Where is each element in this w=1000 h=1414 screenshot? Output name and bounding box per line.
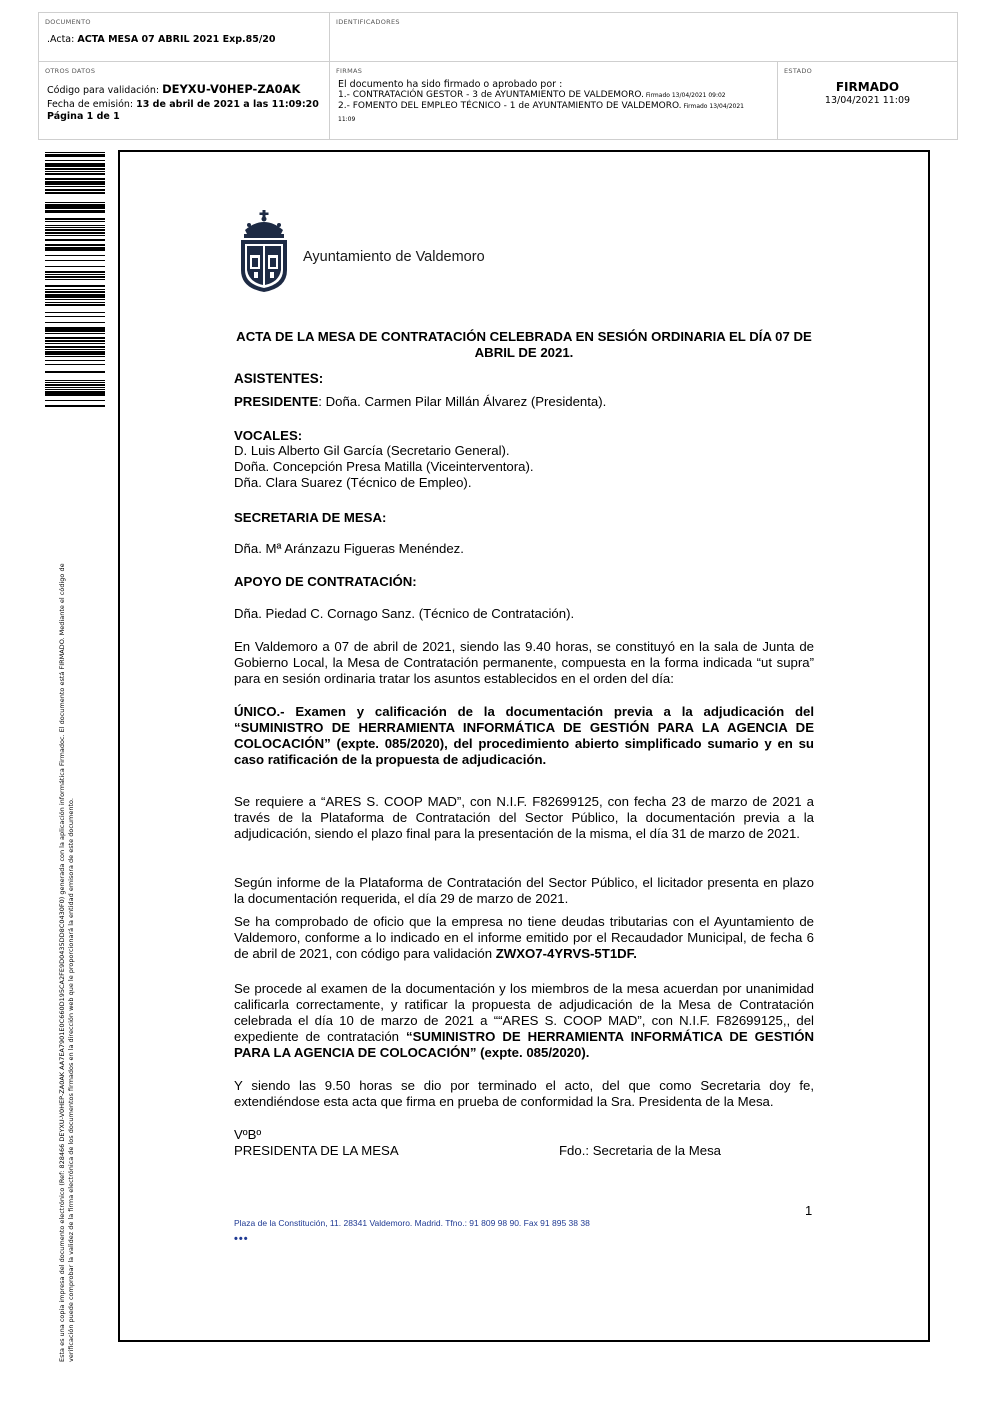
documento-caption: DOCUMENTO [45, 18, 91, 26]
side-text-line-2: verificación puede comprobar la validez de la firma electrónica de los documentos firmados en la dirección web que le proporcionará la entidad emisora de este documento. [67, 798, 75, 1362]
estado-caption: ESTADO [784, 67, 813, 75]
header-row-document [38, 12, 958, 62]
paragraph-constitucion: En Valdemoro a 07 de abril de 2021, siendo las 9.40 horas, se constituyó en la sala de Junta de Gobierno Local, la Mesa de Contratación permanente, compuesta en la forma indicada “ut supra” para en sesión ordinaria tratar los asuntos establecidos en el orden del día: [234, 639, 814, 686]
documento-value [47, 34, 276, 45]
documento-prefix: .Acta: [47, 34, 78, 45]
firma-2-time [338, 113, 355, 125]
secretaria-heading: SECRETARIA DE MESA: [234, 510, 387, 525]
secretaria-signature-label: Fdo.: Secretaria de la Mesa [559, 1143, 721, 1158]
vocal-2: Doña. Concepción Presa Matilla (Viceinterventora). [234, 459, 534, 474]
codigo-label: Código para validación: [47, 85, 163, 96]
presidente-line [234, 394, 814, 410]
coat-of-arms-logo [237, 210, 291, 292]
otros-datos-cell [39, 62, 329, 139]
firmas-intro: El documento ha sido firmado o aprobado por : [338, 79, 563, 90]
vocales-heading: VOCALES: [234, 428, 303, 443]
pagina-info: Página 1 de 1 [47, 111, 120, 122]
otros-datos-caption: OTROS DATOS [45, 67, 96, 75]
footer-address: Plaza de la Constitución, 11. 28341 Valdemoro. Madrid. Tfno.: 91 809 98 90. Fax 91 895 38 38 [234, 1218, 590, 1228]
header-row-details [38, 62, 958, 140]
fecha-emision [47, 99, 319, 110]
apoyo-heading: APOYO DE CONTRATACIÓN: [234, 574, 417, 589]
firma-1 [338, 90, 726, 101]
paragraph-unico: ÚNICO.- Examen y calificación de la documentación previa a la adjudicación del “SUMINISTRO DE HERRAMIENTA INFORMÁTICA DE GESTIÓN PARA LA AGENCIA DE COLOCACIÓN” (expte. 085/2020), del procedimiento abierto simplificado sumario y en su caso ratificación de la propuesta de adjudicación. [234, 704, 814, 767]
firma-1-date: Firmado 13/04/2021 09:02 [643, 92, 726, 99]
vobo-label: VºBº [234, 1127, 262, 1142]
fecha-value: 13 de abril de 2021 a las 11:09:20 [136, 99, 319, 110]
estado-date: 13/04/2021 11:09 [824, 95, 911, 106]
fecha-label: Fecha de emisión: [47, 99, 137, 110]
paragraph-deudas [234, 914, 814, 962]
identificadores-cell [329, 13, 957, 61]
firma-2 [338, 101, 744, 112]
estado-value: FIRMADO [835, 80, 900, 94]
documento-title: ACTA MESA 07 ABRIL 2021 Exp.85/20 [77, 34, 276, 45]
paragraph-requerimiento: Se requiere a “ARES S. COOP MAD”, con N.I.F. F82699125, con fecha 23 de marzo de 2021 a través de la Plataforma de Contratación del Sector Público, la documentación previa a la adjudicación, siendo el plazo final para la presentación de la misma, el día 31 de marzo de 2021. [234, 794, 814, 841]
page-number: 1 [805, 1203, 813, 1218]
document-title: ACTA DE LA MESA DE CONTRATACIÓN CELEBRADA EN SESIÓN ORDINARIA EL DÍA 07 DE ABRIL DE 2021. [236, 329, 812, 360]
paragraph-informe: Según informe de la Plataforma de Contratación del Sector Público, el licitador presenta en plazo la documentación requerida, el día 29 de marzo de 2021. [234, 875, 814, 906]
paragraph-cierre: Y siendo las 9.50 horas se dio por terminado el acto, del que como Secretaria doy fe, extendiéndose esta acta que firma en prueba de conformidad la Sra. Presidenta de la Mesa. [234, 1078, 814, 1109]
firma-2-date: Firmado 13/04/2021 [681, 103, 744, 110]
firma-2-date-cont: 11:09 [338, 116, 356, 123]
secretaria-name: Dña. Mª Aránzazu Figueras Menéndez. [234, 541, 464, 556]
codigo-validacion [47, 84, 300, 96]
vocal-1: D. Luis Alberto Gil García (Secretario General). [234, 443, 510, 458]
codigo-value: DEYXU-V0HEP-ZA0AK [162, 82, 301, 96]
barcode-image [45, 150, 105, 408]
estado-cell [777, 62, 957, 139]
paragraph-deudas-text: Se ha comprobado de oficio que la empresa no tiene deudas tributarias con el Ayuntamiento de Valdemoro, conforme a lo indicado en el informe emitido por el Recaudador Municipal, de fecha 6 de abril de 2021, con código para validación [234, 914, 814, 961]
presidente-label: PRESIDENTE [234, 394, 319, 409]
validation-code: ZWXO7-4YRVS-5T1DF. [495, 946, 637, 961]
documento-cell [39, 13, 329, 61]
identificadores-caption: IDENTIFICADORES [336, 18, 400, 26]
asistentes-heading: ASISTENTES: [234, 371, 324, 386]
paragraph-examen-text: Se procede al examen de la documentación y los miembros de la mesa acuerdan por unanimidad calificarla correctamente, y ratificar la propuesta de adjudicación de la Mesa de Contratación celebrada el día 10 de marzo de 2021 a ““ARES S. COOP MAD”, con N.I.F. F82699125,, del expediente de contratación [234, 981, 814, 1044]
apoyo-name: Dña. Piedad C. Cornago Sanz. (Técnico de Contratación). [234, 606, 575, 621]
organization-name: Ayuntamiento de Valdemoro [303, 249, 485, 265]
paragraph-examen [234, 981, 814, 1061]
firmas-caption: FIRMAS [336, 67, 363, 75]
vocal-3: Dña. Clara Suarez (Técnico de Empleo). [234, 475, 472, 490]
firma-2-text: 2.- FOMENTO DEL EMPLEO TÉCNICO - 1 de AYUNTAMIENTO DE VALDEMORO. [338, 101, 682, 111]
presidente-value: : Doña. Carmen Pilar Millán Álvarez (Presidenta). [318, 394, 607, 409]
footer-dots: ••• [234, 1233, 249, 1245]
paragraph-examen-bold: “SUMINISTRO DE HERRAMIENTA INFORMÁTICA DE GESTIÓN PARA LA AGENCIA DE COLOCACIÓN” (expte. 085/2020). [234, 1029, 814, 1060]
side-text-line-1: Esta es una copia impresa del documento electrónico (Ref: 828466 DEYXU-V0HEP-ZA0AK AA7EA7901E0C660D195CA2FE9D0435DD8C0430F0) generada con la aplicación informática Firmadoc. El documento está FIRMADO. Mediante el código de [58, 563, 66, 1362]
firmas-cell [329, 62, 777, 139]
presidenta-signature-label: PRESIDENTA DE LA MESA [234, 1143, 399, 1158]
side-verification-text [58, 422, 76, 1362]
firma-1-text: 1.- CONTRATACIÓN GESTOR - 3 de AYUNTAMIENTO DE VALDEMORO. [338, 90, 644, 100]
